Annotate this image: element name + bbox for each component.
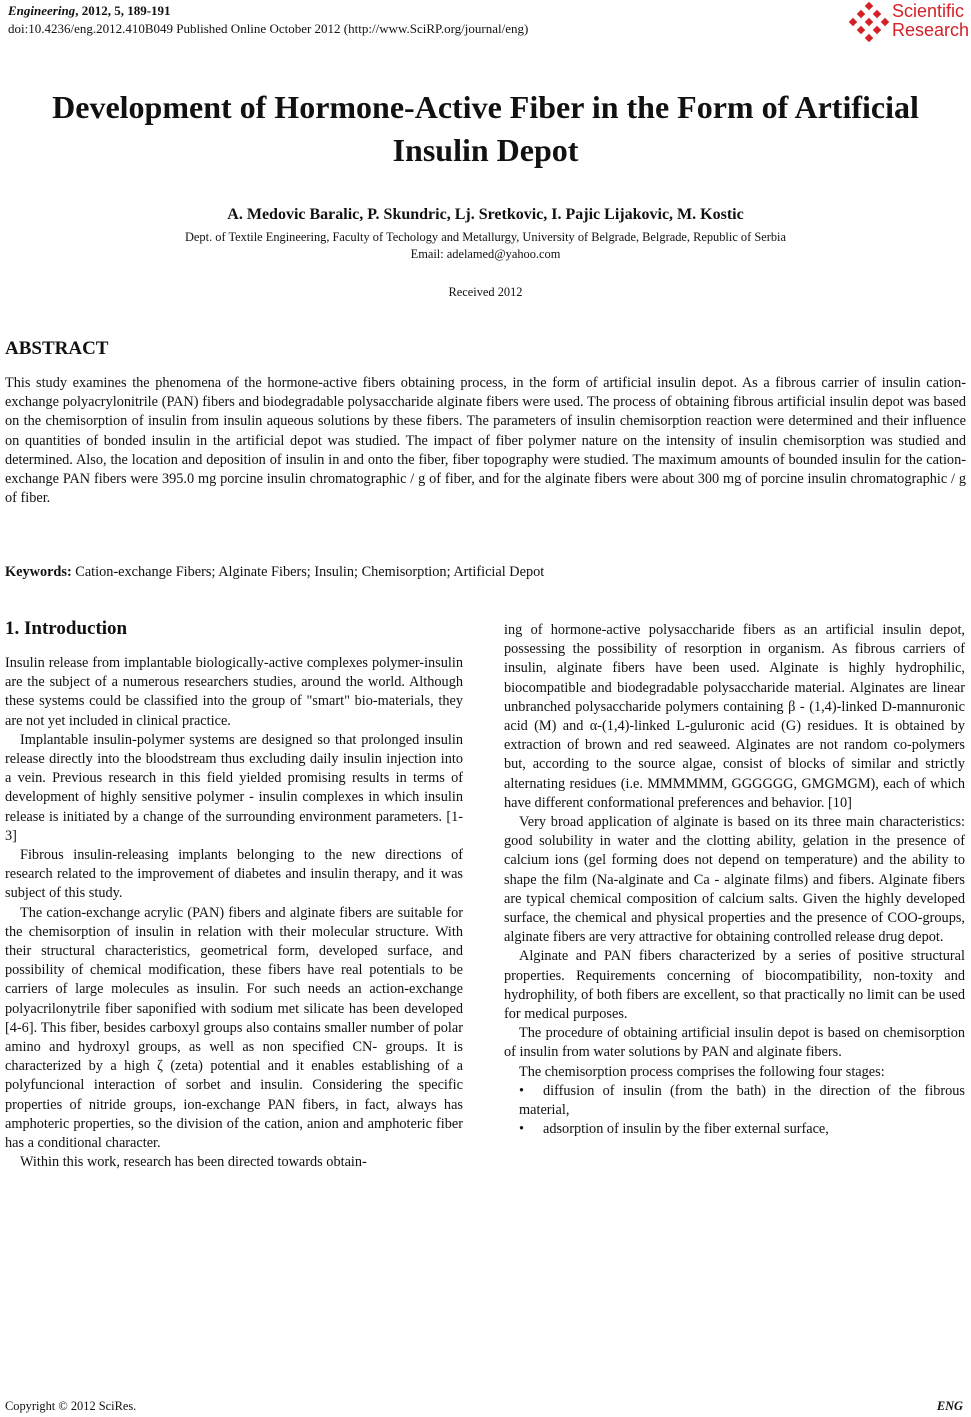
- paper-title: Development of Hormone-Active Fiber in the Form of Artificial Insulin Depot: [52, 89, 919, 168]
- bullet-text: adsorption of insulin by the fiber external surface,: [543, 1121, 829, 1138]
- author-email[interactable]: Email: adelamed@yahoo.com: [410, 247, 561, 261]
- paragraph: The cation-exchange acrylic (PAN) fibers and alginate fibers are suitable for the chemisorption of insulin in relation with their molecular structure. With their structural characteristics, geometrical form, developed surface, and possibility of chemical modification, these fibers have real potentials to be carriers of large molecules as insulin. For such needs an action-exchange polyacrilonytrile fiber saponified with sodium met silicate has been developed [4-6]. This fiber, besides carboxyl groups also contains smaller number of polar amino and hydroxyl groups, as well as non specified CN- groups. It is characterized by a high ζ (zeta) potential and it enables establishing of a polyfuncional interaction of sorbet and insulin. Considering the specific properties of nitride groups, ion-exchange PAN fibers, in fact, always has amphoteric properties, so the division of the cation, anion and amphoteric fiber has a conditional character.: [5, 904, 463, 1152]
- paragraph: The procedure of obtaining artificial insulin depot is based on chemisorption of insulin from water solutions by PAN and alginate fibers.: [504, 1025, 965, 1061]
- affiliation: Dept. of Textile Engineering, Faculty of Techology and Metallurgy, University of Belgrade, Belgrade, Republic of Serbia: [184, 230, 786, 244]
- paragraph: The chemisorption process comprises the following four stages:: [519, 1063, 885, 1080]
- logo-text: [892, 2, 969, 40]
- left-column: [5, 654, 463, 1172]
- paragraph: ing of hormone-active polysaccharide fibers as an artificial insulin depot, possessing the possibility of resorption in organism. As fibrous carriers of insulin, alginate fibers have been used. Alginate is highly hydrophilic, biocompatible and biodegradable polysaccharide material. Alginates are linear unbranched polysaccharide polymers containing β - (1,4)-linked D-mannuronic acid (M) and α-(1,4)-linked L-guluronic acid (G) residues. It is obtained by extraction of brown and red seaweed. Alginates are not random co-polymers but, according to the source algae, consist of blocks of similar and strictly alternating residues (i.e. MMMMMM, GGGGGG, GMGMGM), each of which have different conformational preferences and behavior. [10]: [504, 622, 965, 811]
- author-list: A. Medovic Baralic, P. Skundric, Lj. Sretkovic, I. Pajic Lijakovic, M. Kostic: [227, 206, 744, 223]
- keywords: [5, 563, 544, 582]
- footer-copyright: Copyright © 2012 SciRes.: [5, 1399, 137, 1413]
- received-date: Received 2012: [448, 285, 523, 299]
- bullet-icon: •: [519, 1121, 525, 1138]
- footer-journal-abbr: ENG: [936, 1399, 963, 1413]
- doi-line: doi:10.4236/eng.2012.410B049 Published Online October 2012 (http://www.SciRP.org/journal/eng): [8, 21, 529, 36]
- journal-name: Engineering: [8, 3, 76, 18]
- paragraph: Fibrous insulin-releasing implants belonging to the new directions of research related to the improvement of diabetes and insulin therapy, and it was subject of this study.: [5, 847, 463, 902]
- paragraph: Implantable insulin-polymer systems are designed so that prolonged insulin release directly into the bloodstream thus excluding daily insulin injection into a vein. Previous research in this field yielded promising results in terms of development of highly sensitive polymer - insulin complexes in which insulin release is initiated by a change of the surrounding environment parameters. [1-3]: [5, 731, 463, 844]
- right-column: [504, 621, 965, 1139]
- abstract-body: This study examines the phenomena of the hormone-active fibers obtaining process, in the form of artificial insulin depot. As a fibrous carrier of insulin cation-exchange polyacrylonitrile (PAN) fibers and biodegradable polysaccharide alginate fibers were used. The process of obtaining fibrous artificial insulin depot was based on the chemisorption of insulin from insulin aqueous solutions by these fibers. The parameters of insulin chemisorption reaction were determined and their influence on quantities of bonded insulin in the artificial depot was studied. The impact of fiber polymer nature on the intensity of insulin chemisorption was studied and determined. Also, the location and deposition of insulin in and onto the fiber, fiber topography were studied. The maximum amounts of bounded insulin for the cation-exchange PAN fibers were 395.0 mg porcine insulin chromatographic / g of fiber, and for the alginate fibers were about 300 mg of porcine insulin chromatographic / g of fiber.: [5, 375, 966, 507]
- journal-reference: , 2012, 5, 189-191: [75, 3, 171, 18]
- abstract-heading: ABSTRACT: [5, 338, 109, 359]
- logo-diamond-icon: [848, 2, 890, 42]
- journal-header: [8, 2, 171, 19]
- paragraph: Alginate and PAN fibers characterized by a series of positive structural properties. Requirements concerning of biocompatibility, non-toxity and hydrophility, of both fibers are excellent, so that practically no limit can be used for medical purposes.: [504, 948, 965, 1023]
- section-heading-introduction: 1. Introduction: [5, 618, 128, 639]
- bullet-item: [504, 1082, 965, 1120]
- bullet-item: [504, 1120, 965, 1139]
- logo-line-1: Scientific: [892, 1, 965, 21]
- publisher-logo: [848, 2, 970, 42]
- bullet-text: diffusion of insulin (from the bath) in the direction of the fibrous material,: [519, 1082, 965, 1119]
- paragraph: Very broad application of alginate is based on its three main characteristics: good solubility in water and the clotting ability, gelation in the presence of calcium ions (gel forming does not depend on temperature) and the ability to shape the film (Na-alginate and Ca - alginate films) and fibers. Alginate fibers are typical chemical composition of calcium salts. Given the highly developed surface, the chemical and physical properties and the presence of COO-groups, alginate fibers are very attractive for obtaining controlled release drug depot.: [504, 814, 965, 946]
- paragraph: Within this work, research has been directed towards obtain-: [20, 1154, 367, 1171]
- paragraph: Insulin release from implantable biologically-active complexes polymer-insulin are the subject of a numerous researchers studies, around the world. Although these systems could be classified into the group of "smart" bio-materials, they are not yet included in clinical practice.: [5, 655, 463, 729]
- logo-line-2: Research: [892, 20, 970, 40]
- keywords-label: Keywords:: [5, 564, 72, 580]
- bullet-icon: •: [519, 1082, 525, 1099]
- keywords-text: Cation-exchange Fibers; Alginate Fibers; Insulin; Chemisorption; Artificial Depot: [71, 564, 545, 580]
